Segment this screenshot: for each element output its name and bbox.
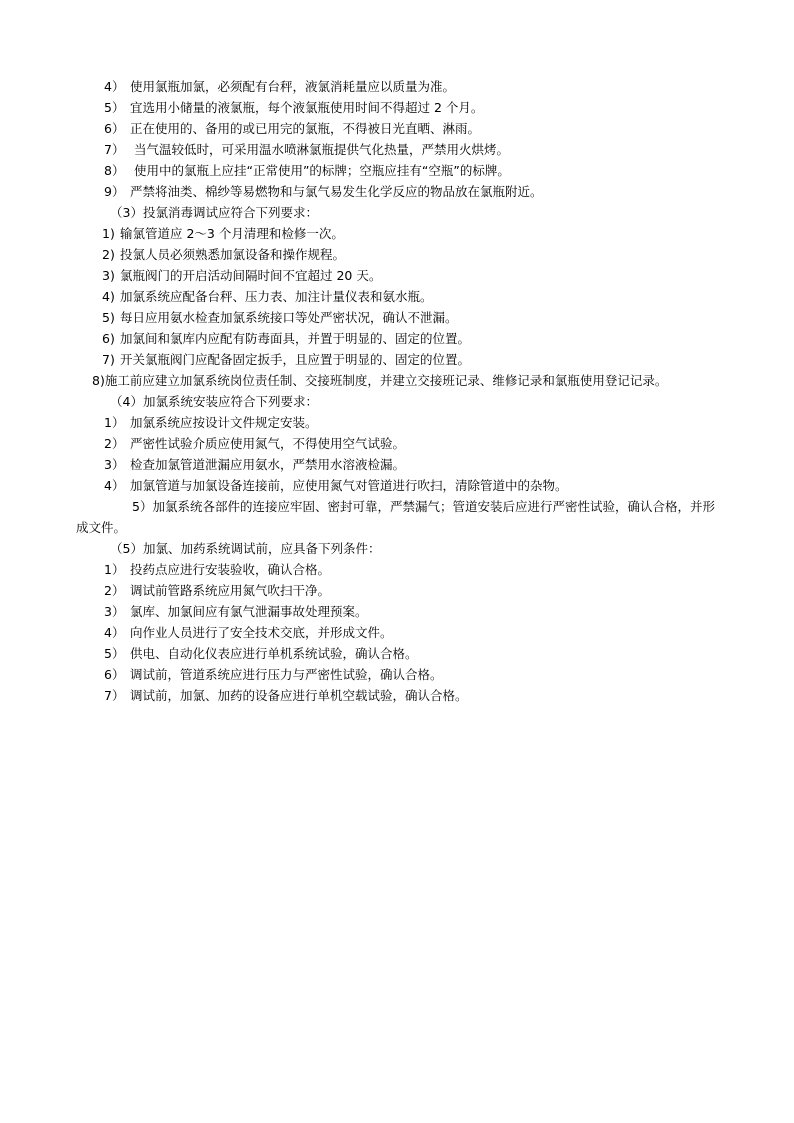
item-text: 调试前，管道系统应进行压力与严密性试验，确认合格。 — [130, 667, 443, 682]
list-item — [76, 601, 716, 622]
list-item — [76, 643, 716, 664]
list-item — [76, 244, 716, 265]
item-text: 投氯人员必须熟悉加氯设备和操作规程。 — [120, 247, 346, 262]
section-heading: （5）加氯、加药系统调试前，应具备下列条件： — [110, 541, 381, 556]
list-item — [76, 139, 716, 160]
item-text: 正在使用的、备用的或已用完的氯瓶，不得被日光直晒、淋雨。 — [130, 121, 481, 136]
list-item — [76, 349, 716, 370]
item-text: 加氯系统各部件的连接应牢固、密封可靠，严禁漏气；管道安装后应进行严密性试验，确认合格，并形成文件。 — [76, 499, 715, 535]
item-text: 当气温较低时，可采用温水喷淋氯瓶提供气化热量，严禁用火烘烤。 — [130, 142, 509, 157]
item-text: 加氯系统应配备台秤、压力表、加注计量仪表和氨水瓶。 — [120, 289, 433, 304]
item-text: 加氯间和氯库内应配有防毒面具，并置于明显的、固定的位置。 — [120, 331, 471, 346]
item-number: 1) — [102, 226, 115, 241]
list-item — [76, 454, 716, 475]
list-item — [76, 181, 716, 202]
list-item — [76, 559, 716, 580]
item-number: 4） — [104, 79, 125, 94]
item-text: 检查加氯管道泄漏应用氨水，严禁用水溶液检漏。 — [130, 457, 406, 472]
item-text: 加氯系统应按设计文件规定安装。 — [130, 415, 318, 430]
item-number: 3) — [102, 268, 115, 283]
list-item — [76, 664, 716, 685]
item-text: 使用氯瓶加氯，必须配有台秤，液氯消耗量应以质量为准。 — [130, 79, 456, 94]
list-item — [76, 265, 716, 286]
list-item — [76, 223, 716, 244]
item-number: 7） — [104, 142, 125, 157]
list-item — [76, 685, 716, 706]
item-text: 氯瓶阀门的开启活动间隔时间不宜超过 20 天。 — [120, 268, 382, 283]
item-number: 2） — [104, 583, 125, 598]
item-number: 5） — [104, 646, 125, 661]
item-number: 2) — [102, 247, 115, 262]
item-text: 输氯管道应 2～3 个月清理和检修一次。 — [120, 226, 344, 241]
item-text: 开关氯瓶阀门应配备固定扳手，且应置于明显的、固定的位置。 — [120, 352, 471, 367]
list-item — [76, 307, 716, 328]
item-text: 投药点应进行安装验收，确认合格。 — [130, 562, 331, 577]
item-number: 9） — [104, 184, 125, 199]
item-number: 1） — [104, 415, 125, 430]
list-item — [76, 433, 716, 454]
item-number: 7) — [102, 352, 115, 367]
section-heading: （4）加氯系统安装应符合下列要求： — [110, 394, 318, 409]
item-text: 向作业人员进行了安全技术交底，并形成文件。 — [130, 625, 393, 640]
list-item — [76, 118, 716, 139]
document-body — [76, 76, 716, 706]
list-item — [76, 412, 716, 433]
item-number: 1） — [104, 562, 125, 577]
item-text: 供电、自动化仪表应进行单机系统试验，确认合格。 — [130, 646, 418, 661]
item-number: 5） — [132, 499, 153, 514]
item-text: 加氯管道与加氯设备连接前，应使用氮气对管道进行吹扫，清除管道中的杂物。 — [130, 478, 568, 493]
item-text: 调试前，加氯、加药的设备应进行单机空载试验，确认合格。 — [130, 688, 468, 703]
item-text: 调试前管路系统应用氮气吹扫干净。 — [130, 583, 331, 598]
item-number: 4） — [104, 625, 125, 640]
item-number: 4） — [104, 478, 125, 493]
item-number: 8） — [104, 163, 125, 178]
list-item — [76, 475, 716, 496]
item-text: 宜选用小储量的液氯瓶，每个液氯瓶使用时间不得超过 2 个月。 — [130, 100, 484, 115]
list-item-wrapped: 8)施工前应建立加氯系统岗位责任制、交接班制度，并建立交接班记录、维修记录和氯瓶使用登记记录。 — [92, 373, 668, 388]
list-item — [76, 328, 716, 349]
list-item — [76, 622, 716, 643]
item-number: 6） — [104, 667, 125, 682]
item-number: 3） — [104, 457, 125, 472]
item-text: 氯库、加氯间应有氯气泄漏事故处理预案。 — [130, 604, 368, 619]
list-item — [76, 97, 716, 118]
item-number: 5） — [104, 100, 125, 115]
item-number: 2） — [104, 436, 125, 451]
list-item — [76, 580, 716, 601]
item-number: 4) — [102, 289, 115, 304]
list-item — [76, 160, 716, 181]
item-number: 5) — [102, 310, 115, 325]
item-text: 严密性试验介质应使用氮气，不得使用空气试验。 — [130, 436, 406, 451]
item-text: 每日应用氨水检查加氯系统接口等处严密状况，确认不泄漏。 — [120, 310, 458, 325]
item-text: 使用中的氯瓶上应挂“正常使用”的标牌；空瓶应挂有“空瓶”的标牌。 — [130, 163, 510, 178]
item-number: 6) — [102, 331, 115, 346]
item-number: 7） — [104, 688, 125, 703]
item-number: 6） — [104, 121, 125, 136]
list-item — [76, 286, 716, 307]
item-number: 3） — [104, 604, 125, 619]
section-heading: （3）投氯消毒调试应符合下列要求： — [110, 205, 318, 220]
item-text: 严禁将油类、棉纱等易燃物和与氯气易发生化学反应的物品放在氯瓶附近。 — [130, 184, 543, 199]
list-item-wrapped — [76, 496, 716, 538]
list-item — [76, 76, 716, 97]
